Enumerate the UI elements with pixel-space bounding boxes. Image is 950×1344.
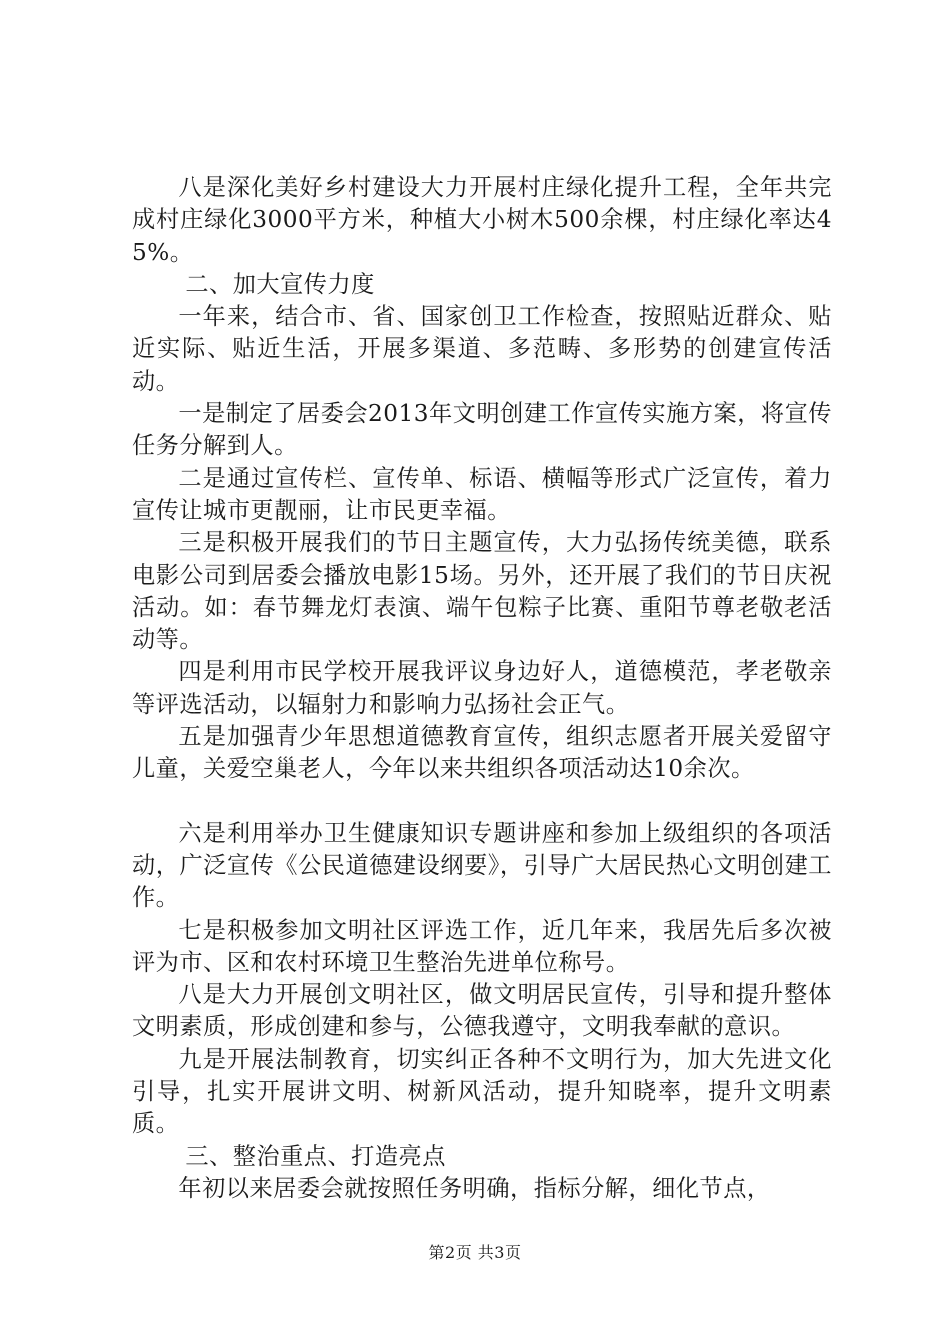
paragraph-item-5: 五是加强青少年思想道德教育宣传，组织志愿者开展关爱留守儿童，关爱空巢老人，今年以来共组织各项活动达10余次。 — [132, 723, 832, 783]
paragraph-gap — [132, 786, 832, 818]
section-heading-publicity: 二、加大宣传力度 — [185, 270, 375, 298]
section-heading-rectification: 三、整治重点、打造亮点 — [185, 1142, 446, 1170]
paragraph-rural-greening: 八是深化美好乡村建设大力开展村庄绿化提升工程，全年共完成村庄绿化3000平方米，种植大小树木500余棵，村庄绿化率达45%。 — [132, 174, 832, 266]
page-footer — [0, 1242, 950, 1264]
paragraph-item-2: 二是通过宣传栏、宣传单、标语、横幅等形式广泛宣传，着力宣传让城市更靓丽，让市民更幸福。 — [132, 464, 832, 524]
paragraph-rectification-intro: 年初以来居委会就按照任务明确，指标分解，细化节点， — [178, 1174, 771, 1202]
page-number-label: 第2页 共3页 — [428, 1243, 522, 1262]
paragraph-item-6: 六是利用举办卫生健康知识专题讲座和参加上级组织的各项活动，广泛宣传《公民道德建设纲要》，引导广大居民热心文明创建工作。 — [132, 819, 832, 912]
paragraph-publicity-intro: 一年来，结合市、省、国家创卫工作检查，按照贴近群众、贴近实际、贴近生活，开展多渠道、多范畴、多形势的创建宣传活动。 — [132, 303, 832, 395]
paragraph-item-8: 八是大力开展创文明社区，做文明居民宣传，引导和提升整体文明素质，形成创建和参与，公德我遵守，文明我奉献的意识。 — [132, 981, 832, 1041]
paragraph-item-7: 七是积极参加文明社区评选工作，近几年来，我居先后多次被评为市、区和农村环境卫生整治先进单位称号。 — [132, 916, 832, 976]
paragraph-item-4: 四是利用市民学校开展我评议身边好人，道德模范，孝老敬亲等评选活动，以辐射力和影响力弘扬社会正气。 — [132, 658, 832, 718]
paragraph-item-1: 一是制定了居委会2013年文明创建工作宣传实施方案，将宣传任务分解到人。 — [132, 400, 832, 460]
paragraph-item-3: 三是积极开展我们的节日主题宣传，大力弘扬传统美德，联系电影公司到居委会播放电影15场。另外，还开展了我们的节日庆祝活动。如：春节舞龙灯表演、端午包粽子比赛、重阳节尊老敬老活动等。 — [132, 529, 832, 654]
paragraph-item-9: 九是开展法制教育，切实纠正各种不文明行为，加大先进文化引导，扎实开展讲文明、树新风活动，提升知晓率，提升文明素质。 — [132, 1045, 832, 1138]
document-body — [132, 172, 832, 1205]
